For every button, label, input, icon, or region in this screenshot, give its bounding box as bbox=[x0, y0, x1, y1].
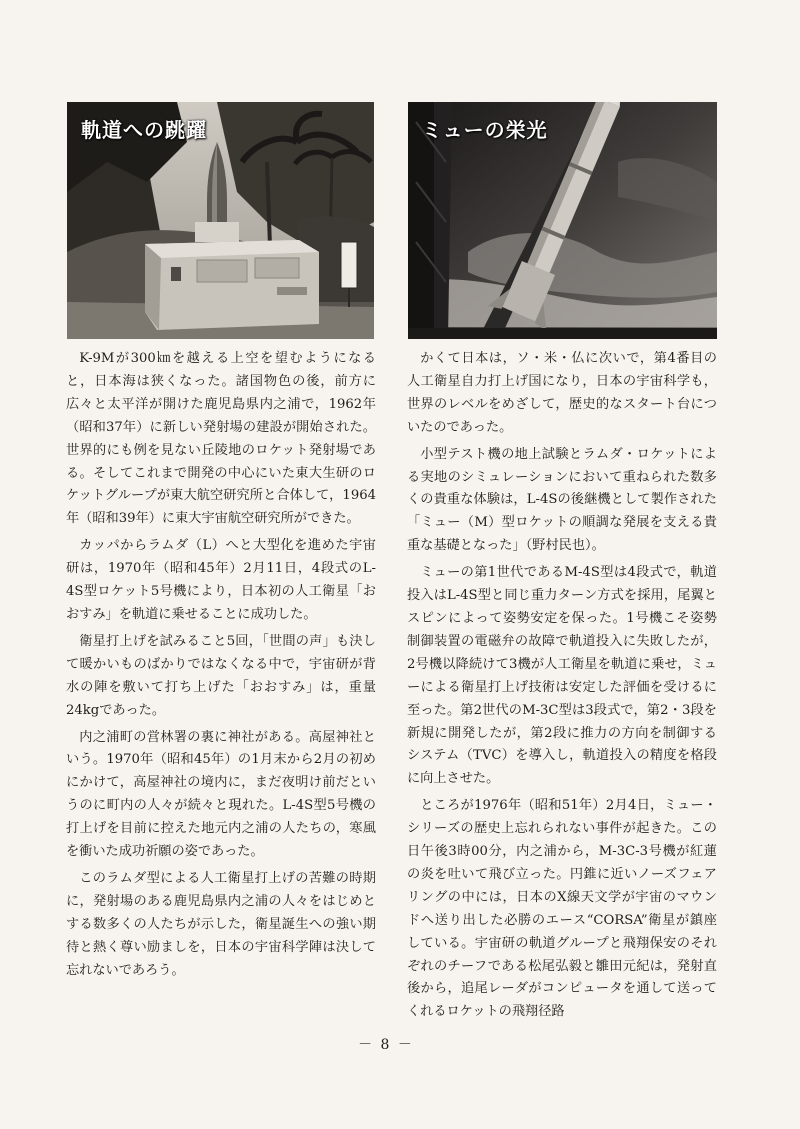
paragraph: カッパからラムダ（L）へと大型化を進めた宇宙研は，1970年（昭和45年）2月11日，4段式のL-4S型ロケット5号機により，日本初の人工衛星「おおすみ」を軌道に乗せることに成功した。 bbox=[66, 538, 376, 622]
paragraph: 小型テスト機の地上試験とラムダ・ロケットによる実地のシミュレーションにおいて重ねられた数多くの貴重な体験は，L-4Sの後継機として製作された「ミュー（M）型ロケットの順調な発展を支える貴重な基礎となった」（野村民也）。 bbox=[407, 446, 717, 554]
paragraph: かくて日本は，ソ・米・仏に次いで，第4番目の人工衛星自力打上げ国になり，日本の宇宙科学も，世界のレベルをめざして，歴史的なスタート台についたのであった。 bbox=[407, 351, 717, 435]
paragraph: 衛星打上げを試みること5回，「世間の声」も決して暖かいものばかりではなくなる中で，宇宙研が背水の陣を敷いて打ち上げた「おおすみ」は，重量24kgであった。 bbox=[66, 633, 376, 718]
paragraph: K-9Mが300㎞を越える上空を望むようになると，日本海は狭くなった。諸国物色の後，前方に広々と太平洋が開けた鹿児島県内之浦で，1962年（昭和37年）に新しい発射場の建設が開始された。世界的にも例を見ない丘陵地のロケット発射場である。そしてこれまで開発の中心にいた東大生研のロケットグループが東大航空研究所と合体して，1964年（昭和39年）に東大宇宙航空研究所ができた。 bbox=[66, 351, 376, 527]
photo-title-left: 軌道への跳躍 bbox=[81, 118, 207, 142]
right-text-column bbox=[407, 348, 717, 1028]
paragraph: 内之浦町の営林署の裏に神社がある。高屋神社という。1970年（昭和45年）の1月末から2月の初めにかけて，高屋神社の境内に，まだ夜明け前だというのに町内の人々が続々と現れた。L-4S型5号機の打上げを目前に控えた地元内之浦の人たちの，寒風を衝いた成功祈願の姿であった。 bbox=[66, 729, 376, 860]
photo-title-right: ミューの栄光 bbox=[422, 118, 548, 142]
paragraph: このラムダ型による人工衛星打上げの苦難の時期に，発射場のある鹿児島県内之浦の人々をはじめとする数多くの人たちが示した，衛星誕生への強い期待と熱く尊い励ましを，日本の宇宙科学陣は決して忘れないであろう。 bbox=[66, 870, 376, 978]
paragraph: ミューの第1世代であるM-4S型は4段式で，軌道投入はL-4S型と同じ重力ターン方式を採用，尾翼とスピンによって姿勢安定を保った。1号機こそ姿勢制御装置の電磁弁の故障で軌道投入に失敗したが，2号機以降続けて3機が人工衛星を軌道に乗せ，ミューによる衛星打上げ技術は安定した評価を受けるに至った。第2世代のM-3C型は3段式で，第2・3段を新規に開発したが，第2段に推力の方向を制御するシステム（TVC）を導入し，軌道投入の精度を格段に向上させた。 bbox=[407, 565, 717, 787]
monument-photo bbox=[67, 102, 374, 339]
page-number: － 8 － bbox=[358, 1037, 414, 1053]
left-text-column bbox=[66, 348, 376, 986]
rocket-photo bbox=[408, 102, 717, 339]
paragraph: ところが1976年（昭和51年）2月4日，ミュー・シリーズの歴史上忘れられない事件が起きた。この日午後3時00分，内之浦から，M-3C-3号機が紅蓮の炎を吐いて飛び立った。円錐に近いノーズフェアリングの中には，日本のX線天文学が宇宙のマウンドへ送り出した必勝のエース“CORSA”衛星が鎮座している。宇宙研の軌道グループと飛翔保安のそれぞれのチーフである松尾弘毅と雛田元紀は，発射直後から，追尾レーダがコンピュータを通して送ってくれるロケットの飛翔径路 bbox=[407, 798, 717, 1020]
